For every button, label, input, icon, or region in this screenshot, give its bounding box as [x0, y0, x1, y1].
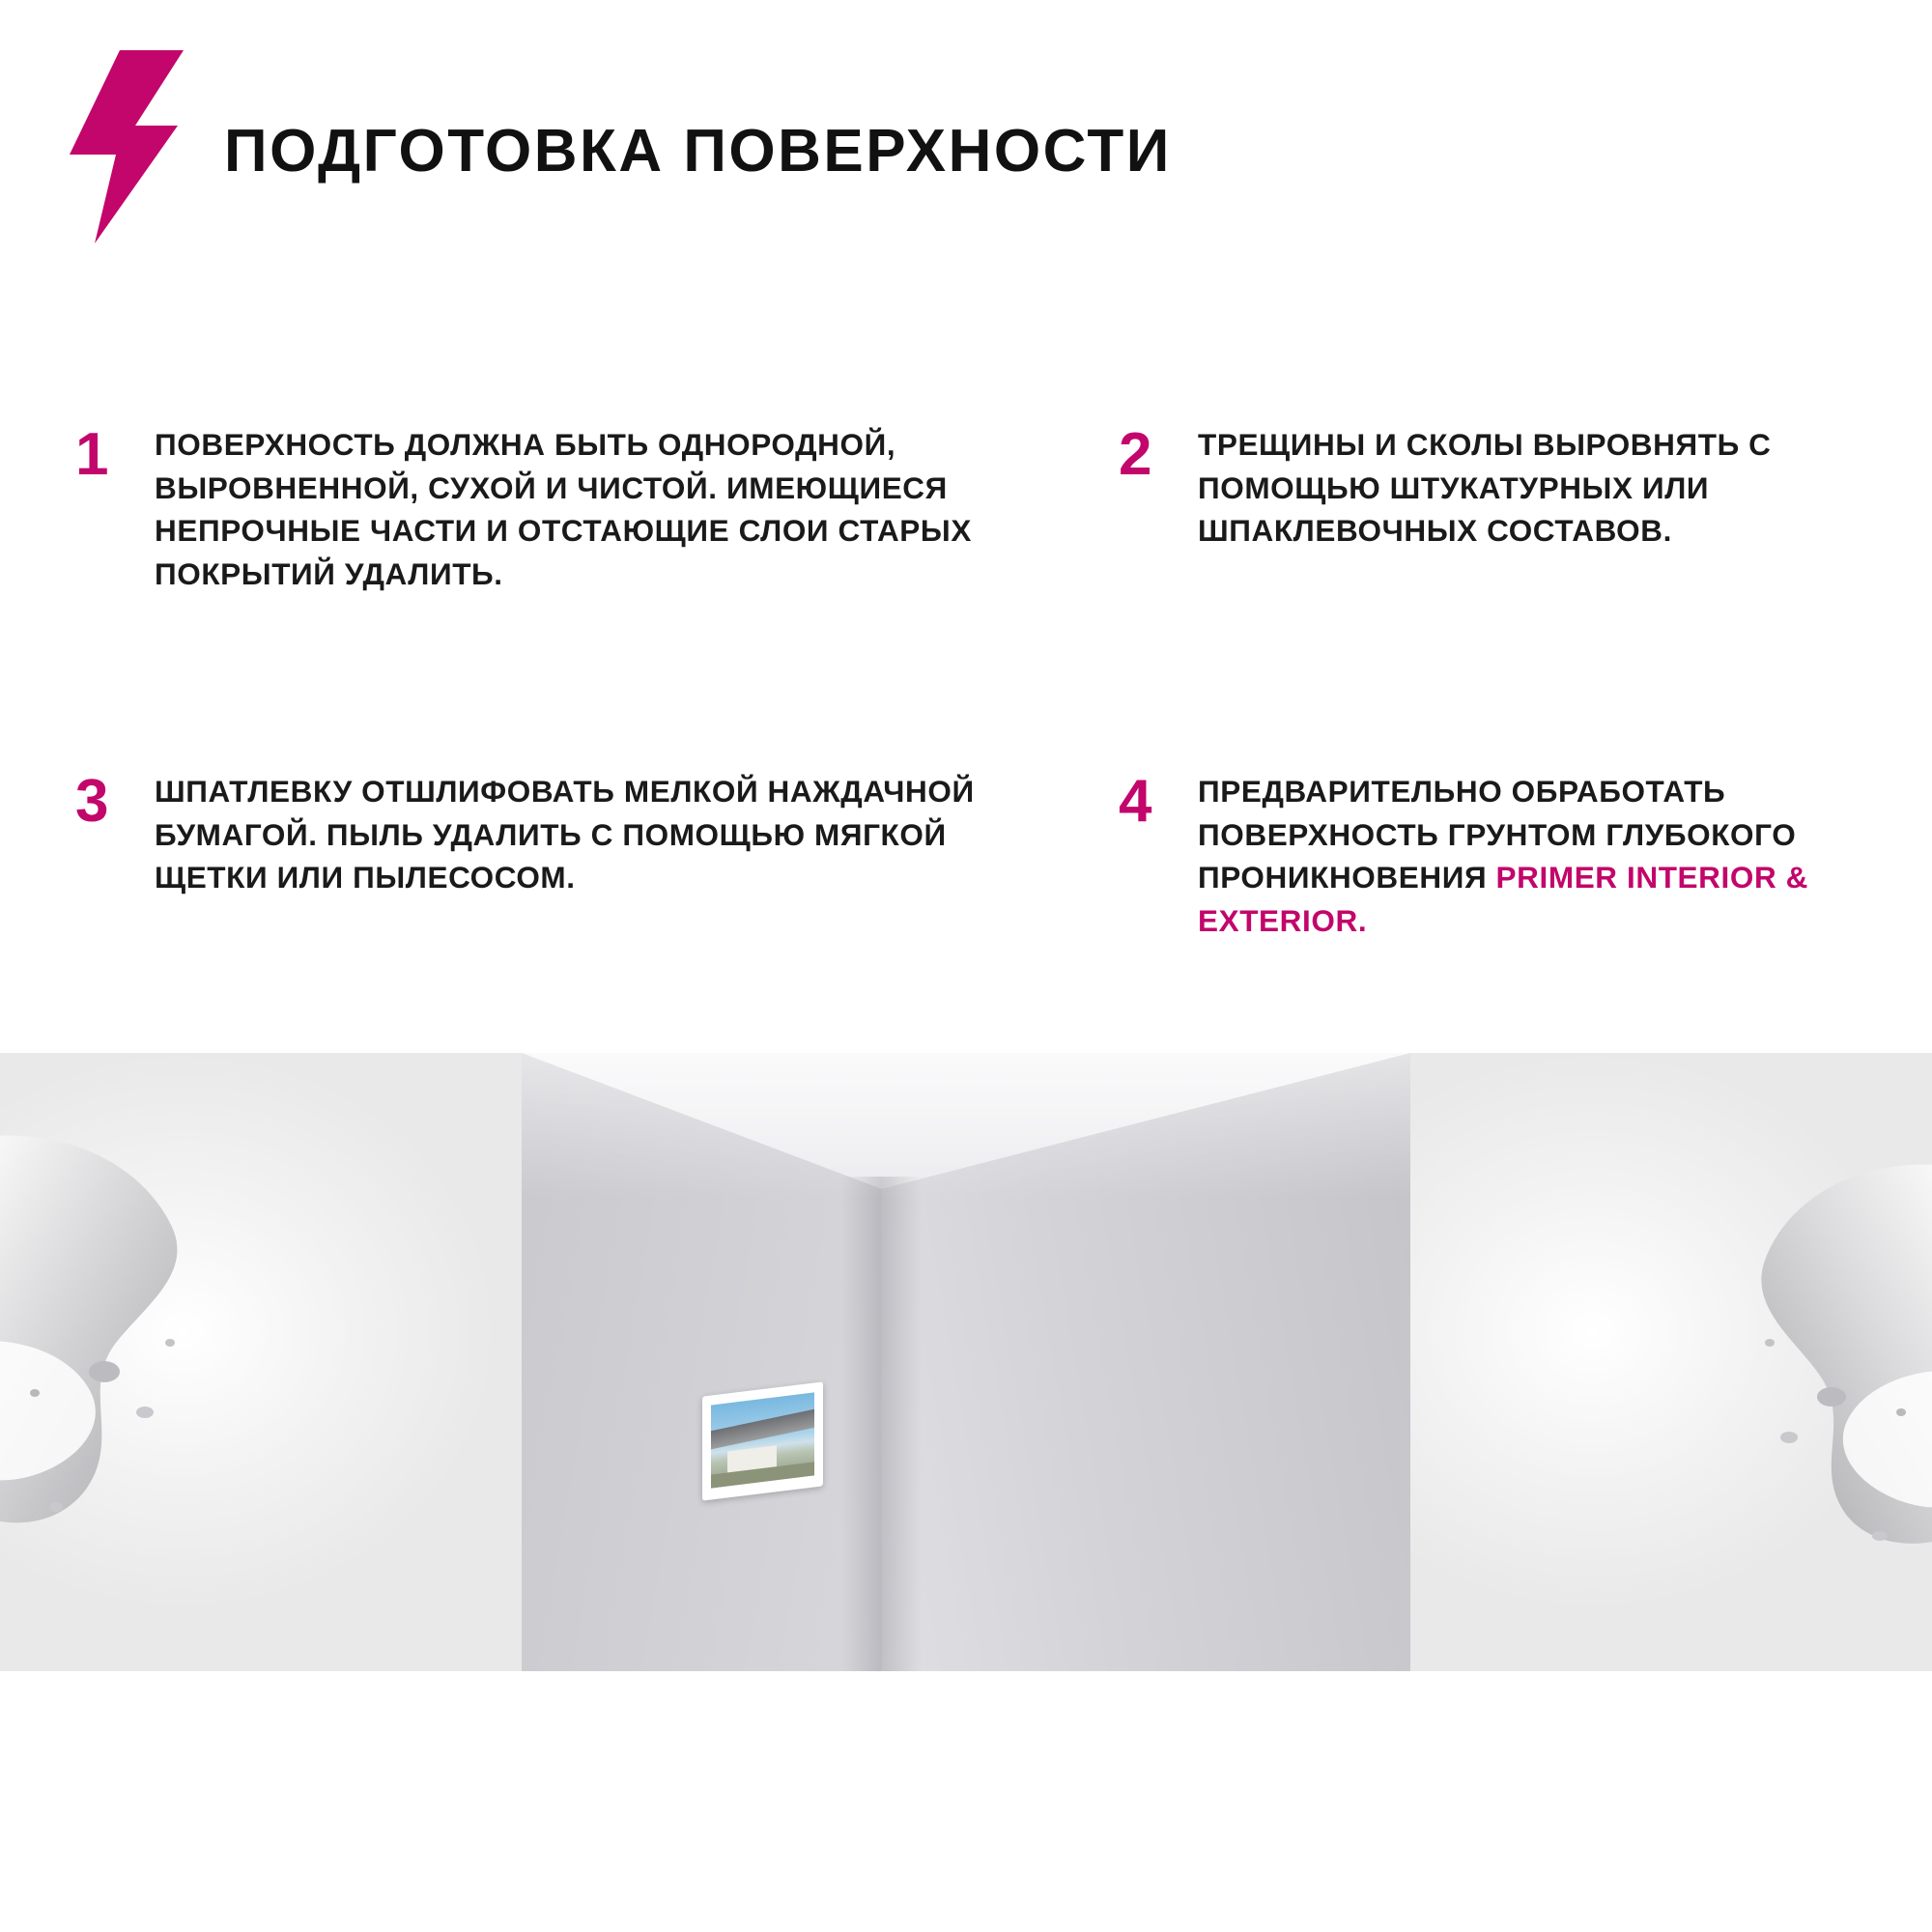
- window-view-roof: [711, 1408, 814, 1451]
- step-number: 4: [1119, 767, 1152, 835]
- step-item-2: [1053, 423, 1932, 596]
- step-text: ТРЕЩИНЫ И СКОЛЫ ВЫРОВНЯТЬ С ПОМОЩЬЮ ШТУКАТУРНЫХ ИЛИ ШПАКЛЕВОЧНЫХ СОСТАВОВ.: [1198, 427, 1772, 549]
- lightning-bolt-icon: [60, 50, 185, 243]
- page-title: ПОДГОТОВКА ПОВЕРХНОСТИ: [224, 118, 1172, 185]
- step-text: ПОВЕРХНОСТЬ ДОЛЖНА БЫТЬ ОДНОРОДНОЙ, ВЫРОВНЕННОЙ, СУХОЙ И ЧИСТОЙ. ИМЕЮЩИЕСЯ НЕПРОЧНЫЕ ЧАСТИ И ОТСТАЮЩИЕ СЛОИ СТАРЫХ ПОКРЫТИЙ УДАЛИТЬ.: [155, 427, 972, 592]
- header: [0, 0, 1932, 290]
- paint-splash-left-image: [0, 1053, 522, 1671]
- step-text: ШПАТЛЕВКУ ОТШЛИФОВАТЬ МЕЛКОЙ НАЖДАЧНОЙ БУМАГОЙ. ПЫЛЬ УДАЛИТЬ С ПОМОЩЬЮ МЯГКОЙ ЩЕТКИ ИЛИ ПЫЛЕСОСОМ.: [155, 773, 975, 895]
- step-item-4: [1053, 767, 1932, 943]
- step-item-1: [0, 423, 1053, 596]
- illustration-band: [0, 1053, 1932, 1671]
- window-frame: [702, 1381, 823, 1500]
- paint-splash-right-image: [1410, 1053, 1932, 1671]
- step-number: 1: [75, 421, 109, 488]
- step-text: [1198, 770, 1932, 943]
- step-number: 2: [1119, 421, 1152, 488]
- empty-room-image: [522, 1053, 1410, 1671]
- step-text-plain: ПРЕДВАРИТЕЛЬНО ОБРАБОТАТЬ ПОВЕРХНОСТЬ ГРУНТОМ ГЛУБОКОГО ПРОНИКНОВЕНИЯ: [1198, 773, 1797, 895]
- room-corner-shadow: [841, 1177, 922, 1671]
- footer-whitespace: [0, 1671, 1932, 1932]
- step-number: 3: [75, 767, 109, 835]
- window-glass: [711, 1392, 814, 1488]
- room-top-highlight: [522, 1053, 1410, 1198]
- step-item-3: [0, 767, 1053, 943]
- product-name-highlight: PRIMER INTERIOR & EXTERIOR.: [1198, 860, 1809, 939]
- steps-grid: [0, 423, 1932, 943]
